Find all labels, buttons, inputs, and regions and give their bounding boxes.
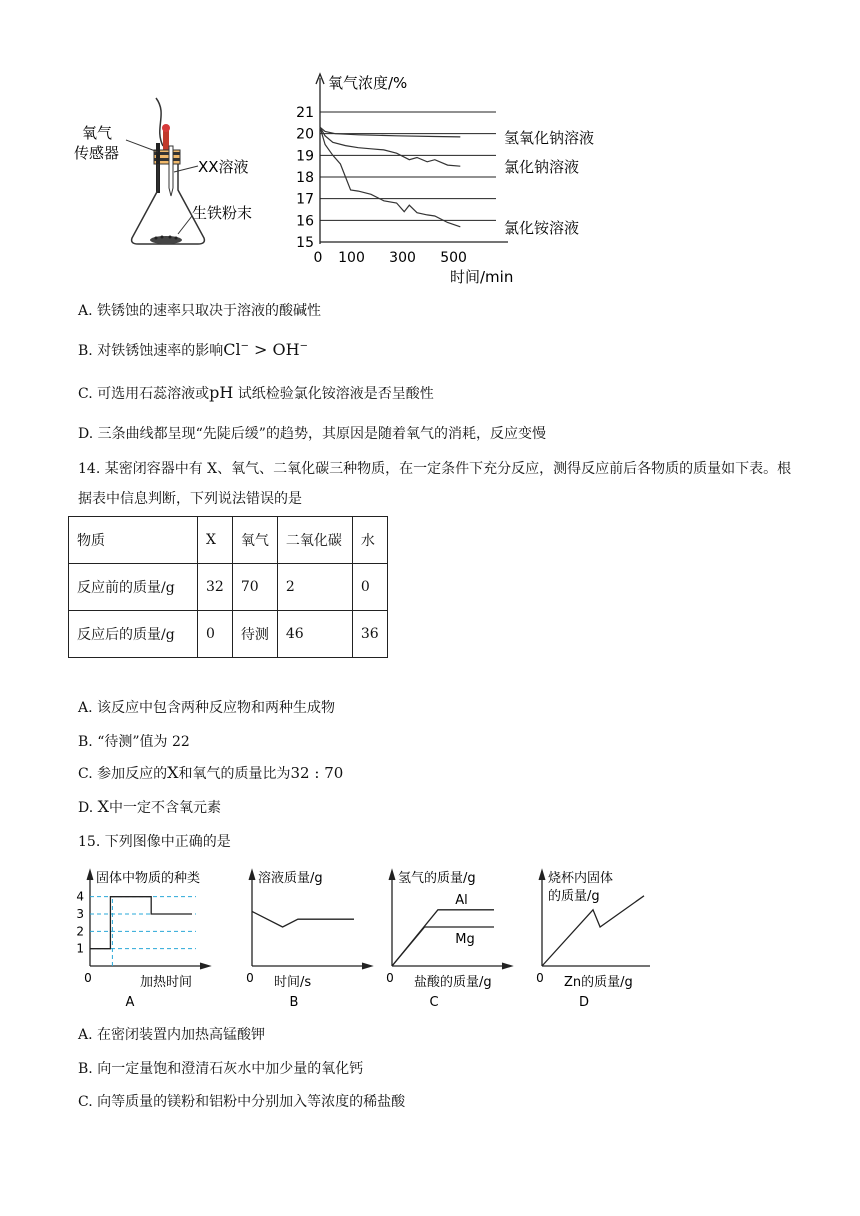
q14-option-d: D. X中一定不含氧元素 — [78, 797, 222, 816]
powder-label: 生铁粉末 — [192, 204, 253, 222]
sensor-label-line1: 氧气 — [82, 124, 113, 142]
table-cell: 水 — [352, 517, 387, 564]
table-row — [69, 564, 388, 611]
mass-table — [68, 516, 388, 658]
table-cell: 0 — [352, 564, 387, 611]
x-axis-label: 时间/min — [450, 268, 514, 286]
series-label-2: 氯化钠溶液 — [504, 158, 580, 177]
q13-option-c: C. 可选用石蕊溶液或pH 试纸检验氯化铵溶液是否呈酸性 — [78, 383, 434, 402]
y-tick-label: 19 — [296, 148, 314, 165]
formula-cl: Cl− > OH− — [223, 340, 308, 359]
q13-option-b — [78, 340, 308, 360]
q13-option-a: A. 铁锈蚀的速率只取决于溶液的酸碱性 — [78, 303, 322, 319]
x-axis-arrow — [200, 963, 210, 969]
graph-line — [392, 910, 494, 966]
table-cell: 46 — [277, 611, 352, 658]
q15-graph-A — [76, 870, 210, 1010]
y-tick-label: 16 — [296, 213, 314, 230]
sensor-label-line2: 传感器 — [74, 144, 120, 162]
x-axis-label: 加热时间 — [140, 975, 193, 990]
table-cell: 2 — [277, 564, 352, 611]
graph-letter: B — [289, 995, 299, 1010]
origin-label: 0 — [246, 971, 254, 985]
q15-option-a: A. 在密闭装置内加热高锰酸钾 — [78, 1027, 266, 1043]
y-tick-label: 21 — [296, 105, 314, 121]
x-tick-label: 500 — [440, 250, 467, 266]
x-axis-label: Zn的质量/g — [564, 975, 633, 990]
y-tick-label: 4 — [76, 889, 84, 904]
y-tick-label: 1 — [76, 941, 84, 956]
graph-letter: A — [125, 995, 135, 1010]
graph-line — [252, 911, 354, 927]
x-axis-arrow — [362, 963, 372, 969]
graph-line — [542, 896, 644, 966]
series-line-2 — [320, 127, 460, 166]
ph-symbol: pH — [209, 383, 234, 402]
y-axis-label: 氧气浓度/% — [328, 74, 408, 92]
origin-label: 0 — [386, 971, 394, 985]
q13-option-b-prefix: B. 对铁锈蚀速率的影响 — [78, 343, 224, 359]
table-cell: 待测 — [232, 611, 277, 658]
y-tick-label: 18 — [296, 170, 314, 186]
table-cell: 32 — [198, 564, 233, 611]
q15-stem: 15. 下列图像中正确的是 — [78, 834, 231, 850]
y-tick-label: 15 — [296, 235, 314, 251]
x-axis-label: 盐酸的质量/g — [414, 975, 492, 990]
x-axis-arrow — [502, 963, 512, 969]
apparatus-figure — [70, 88, 280, 258]
y-axis-arrow — [249, 870, 255, 880]
table-header-row — [69, 517, 388, 564]
q15-graph-D — [536, 870, 650, 1010]
table-cell: 36 — [352, 611, 387, 658]
x-tick-label: 0 — [313, 250, 323, 266]
q15-graphs — [70, 860, 650, 1010]
table-row — [69, 611, 388, 658]
q15-graph-B — [246, 870, 372, 1010]
y-tick-label: 20 — [296, 126, 314, 143]
origin-label: 0 — [84, 971, 92, 985]
table-cell: 二氧化碳 — [277, 517, 352, 564]
origin-label: 0 — [536, 971, 544, 985]
dropper — [169, 146, 173, 196]
q13-option-d: D. 三条曲线都呈现“先陡后缓”的趋势，其原因是随着氧气的消耗，反应变慢 — [78, 426, 546, 442]
table-cell: X — [198, 517, 233, 564]
series-label: Al — [455, 892, 468, 908]
graph-letter: D — [578, 995, 590, 1010]
solution-label: XX溶液 — [198, 158, 249, 176]
graph-letter: C — [429, 995, 439, 1010]
y-axis-label: 的质量/g — [548, 889, 600, 904]
table-cell: 反应前的质量/g — [69, 564, 198, 611]
q14-stem: 14. 某密闭容器中有 X、氧气、二氧化碳三种物质，在一定条件下充分反应，测得反应前后各物质的质量如下表。根据表中信息判断，下列说法错误的是 — [78, 461, 792, 507]
oxygen-concentration-chart — [290, 66, 610, 286]
x-tick-label: 300 — [389, 250, 416, 266]
table-cell: 氧气 — [232, 517, 277, 564]
q14-option-a: A. 该反应中包含两种反应物和两种生成物 — [78, 700, 336, 716]
table-cell: 70 — [232, 564, 277, 611]
series-line-1 — [320, 127, 460, 137]
y-axis-arrow — [539, 870, 545, 880]
y-axis-arrow — [87, 870, 93, 880]
q15-graph-C — [386, 870, 512, 1010]
x-tick-label: 100 — [338, 250, 365, 266]
q15-option-b: B. 向一定量饱和澄清石灰水中加少量的氧化钙 — [78, 1061, 364, 1077]
y-tick-label: 3 — [76, 907, 84, 921]
series-label: Mg — [455, 932, 475, 947]
y-axis-arrow — [389, 870, 395, 880]
y-axis-label: 溶液质量/g — [258, 871, 323, 886]
y-tick-label: 2 — [76, 924, 84, 939]
graph-line — [90, 897, 192, 949]
y-tick-label: 17 — [296, 191, 314, 208]
sensor-wire — [156, 98, 163, 146]
table-cell: 物质 — [69, 517, 198, 564]
q14-option-c: C. 参加反应的X和氧气的质量比为32 : 70 — [78, 763, 344, 782]
y-axis-label: 氢气的质量/g — [398, 871, 476, 886]
q15-option-c: C. 向等质量的镁粉和铝粉中分别加入等浓度的稀盐酸 — [78, 1094, 406, 1110]
series-label-1: 氢氧化钠溶液 — [504, 128, 595, 147]
x-axis-label: 时间/s — [274, 975, 312, 990]
q14-option-b: B. “待测”值为 22 — [78, 734, 190, 750]
table-cell: 反应后的质量/g — [69, 611, 198, 658]
table-cell: 0 — [198, 611, 233, 658]
series-label-3: 氯化铵溶液 — [504, 218, 580, 237]
y-axis-label: 固体中物质的种类 — [96, 871, 201, 886]
y-axis-label: 烧杯内固体 — [548, 871, 614, 886]
sensor-tip — [162, 124, 170, 132]
